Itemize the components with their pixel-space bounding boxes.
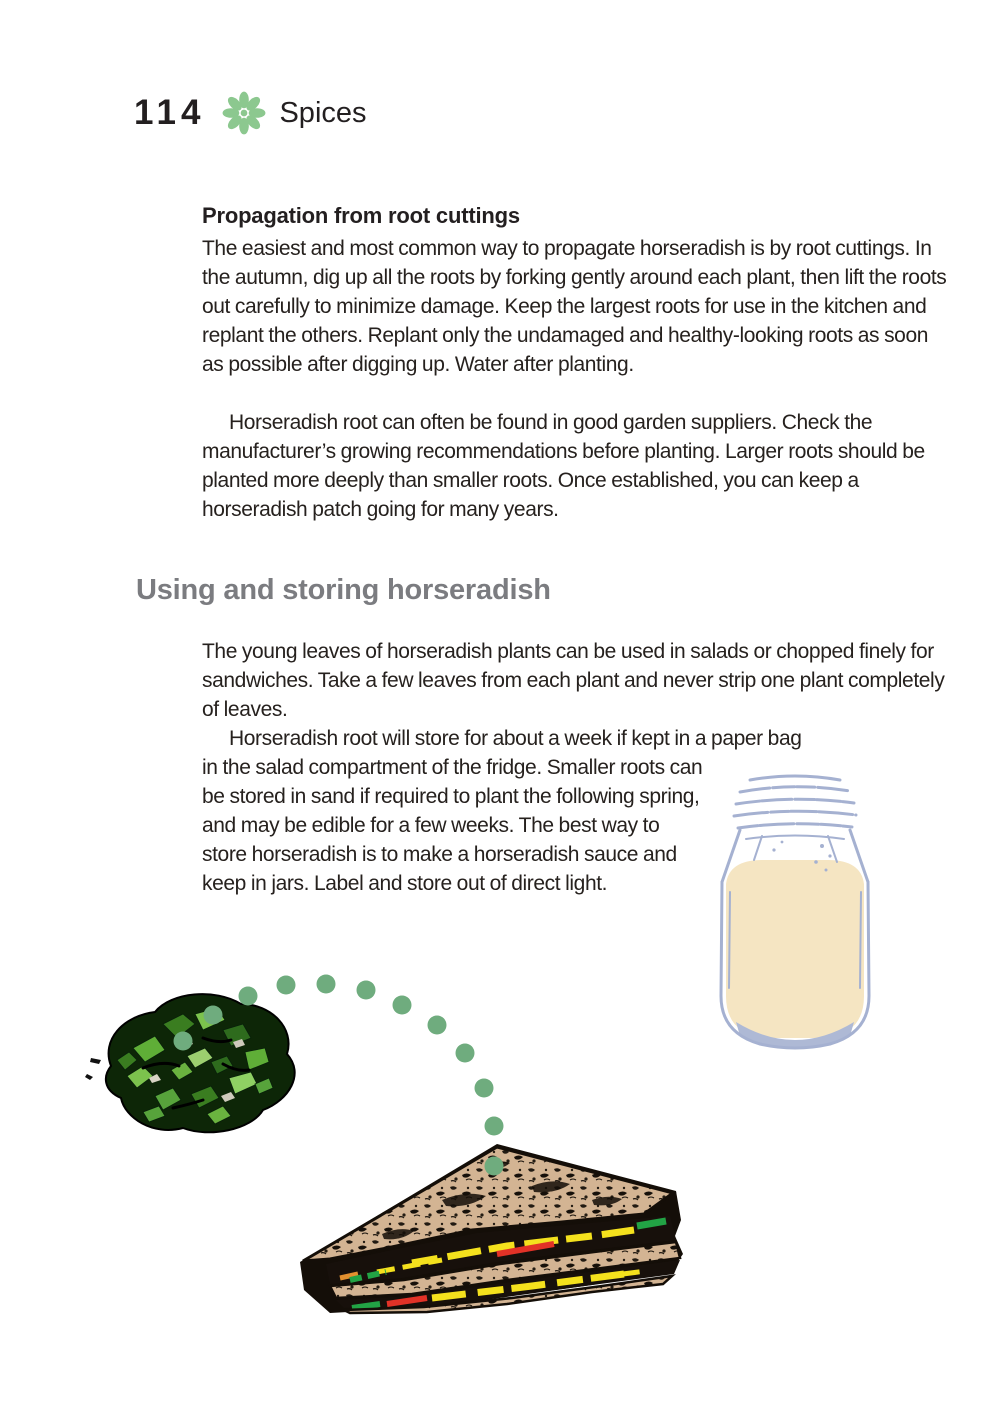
flower-icon xyxy=(221,90,267,136)
paragraph-propagation-2: Horseradish root can often be found in good garden suppliers. Check the manufacturer’s growing recommendations before planting. Larger roots should be planted more deeply than smaller roots. Once established, you can keep a horseradish patch going for many years. xyxy=(202,411,925,521)
dotted-arc-icon xyxy=(150,958,522,1190)
sauce-jar-illustration xyxy=(710,770,882,1062)
subheading-propagation: Propagation from root cuttings xyxy=(202,203,520,228)
paragraph-storing-line1: Horseradish root will store for about a week if kept in a paper bag xyxy=(229,727,802,750)
paragraph-storing-wrapped: in the salad compartment of the fridge. Smaller roots can be stored in sand if required to plant the following spring, and may be edible for a few weeks. The best way to store horseradish is to make a horseradish sauce and keep in jars. Label and store out of direct light. xyxy=(202,756,703,895)
page-header xyxy=(134,90,367,136)
chapter-title: Spices xyxy=(279,96,367,129)
paragraph-using-1: The young leaves of horseradish plants can be used in salads or chopped finely for sandwiches. Take a few leaves from each plant and never strip one plant completely of leaves. xyxy=(202,640,945,721)
section-heading-using-storing: Using and storing horseradish xyxy=(136,574,551,606)
paragraph-propagation-1: The easiest and most common way to propagate horseradish is by root cuttings. In the autumn, dig up all the roots by forking gently around each plant, then lift the roots out carefully to minimize damage. Keep the largest roots for use in the kitchen and replant the others. Replant only the undamaged and healthy-looking roots as soon as possible after digging up. Water after planting. xyxy=(202,237,947,376)
trajectory-dots xyxy=(174,975,504,1176)
stray-specks xyxy=(85,1058,101,1080)
jar-contents xyxy=(726,860,864,1038)
page-number: 114 xyxy=(134,93,206,132)
